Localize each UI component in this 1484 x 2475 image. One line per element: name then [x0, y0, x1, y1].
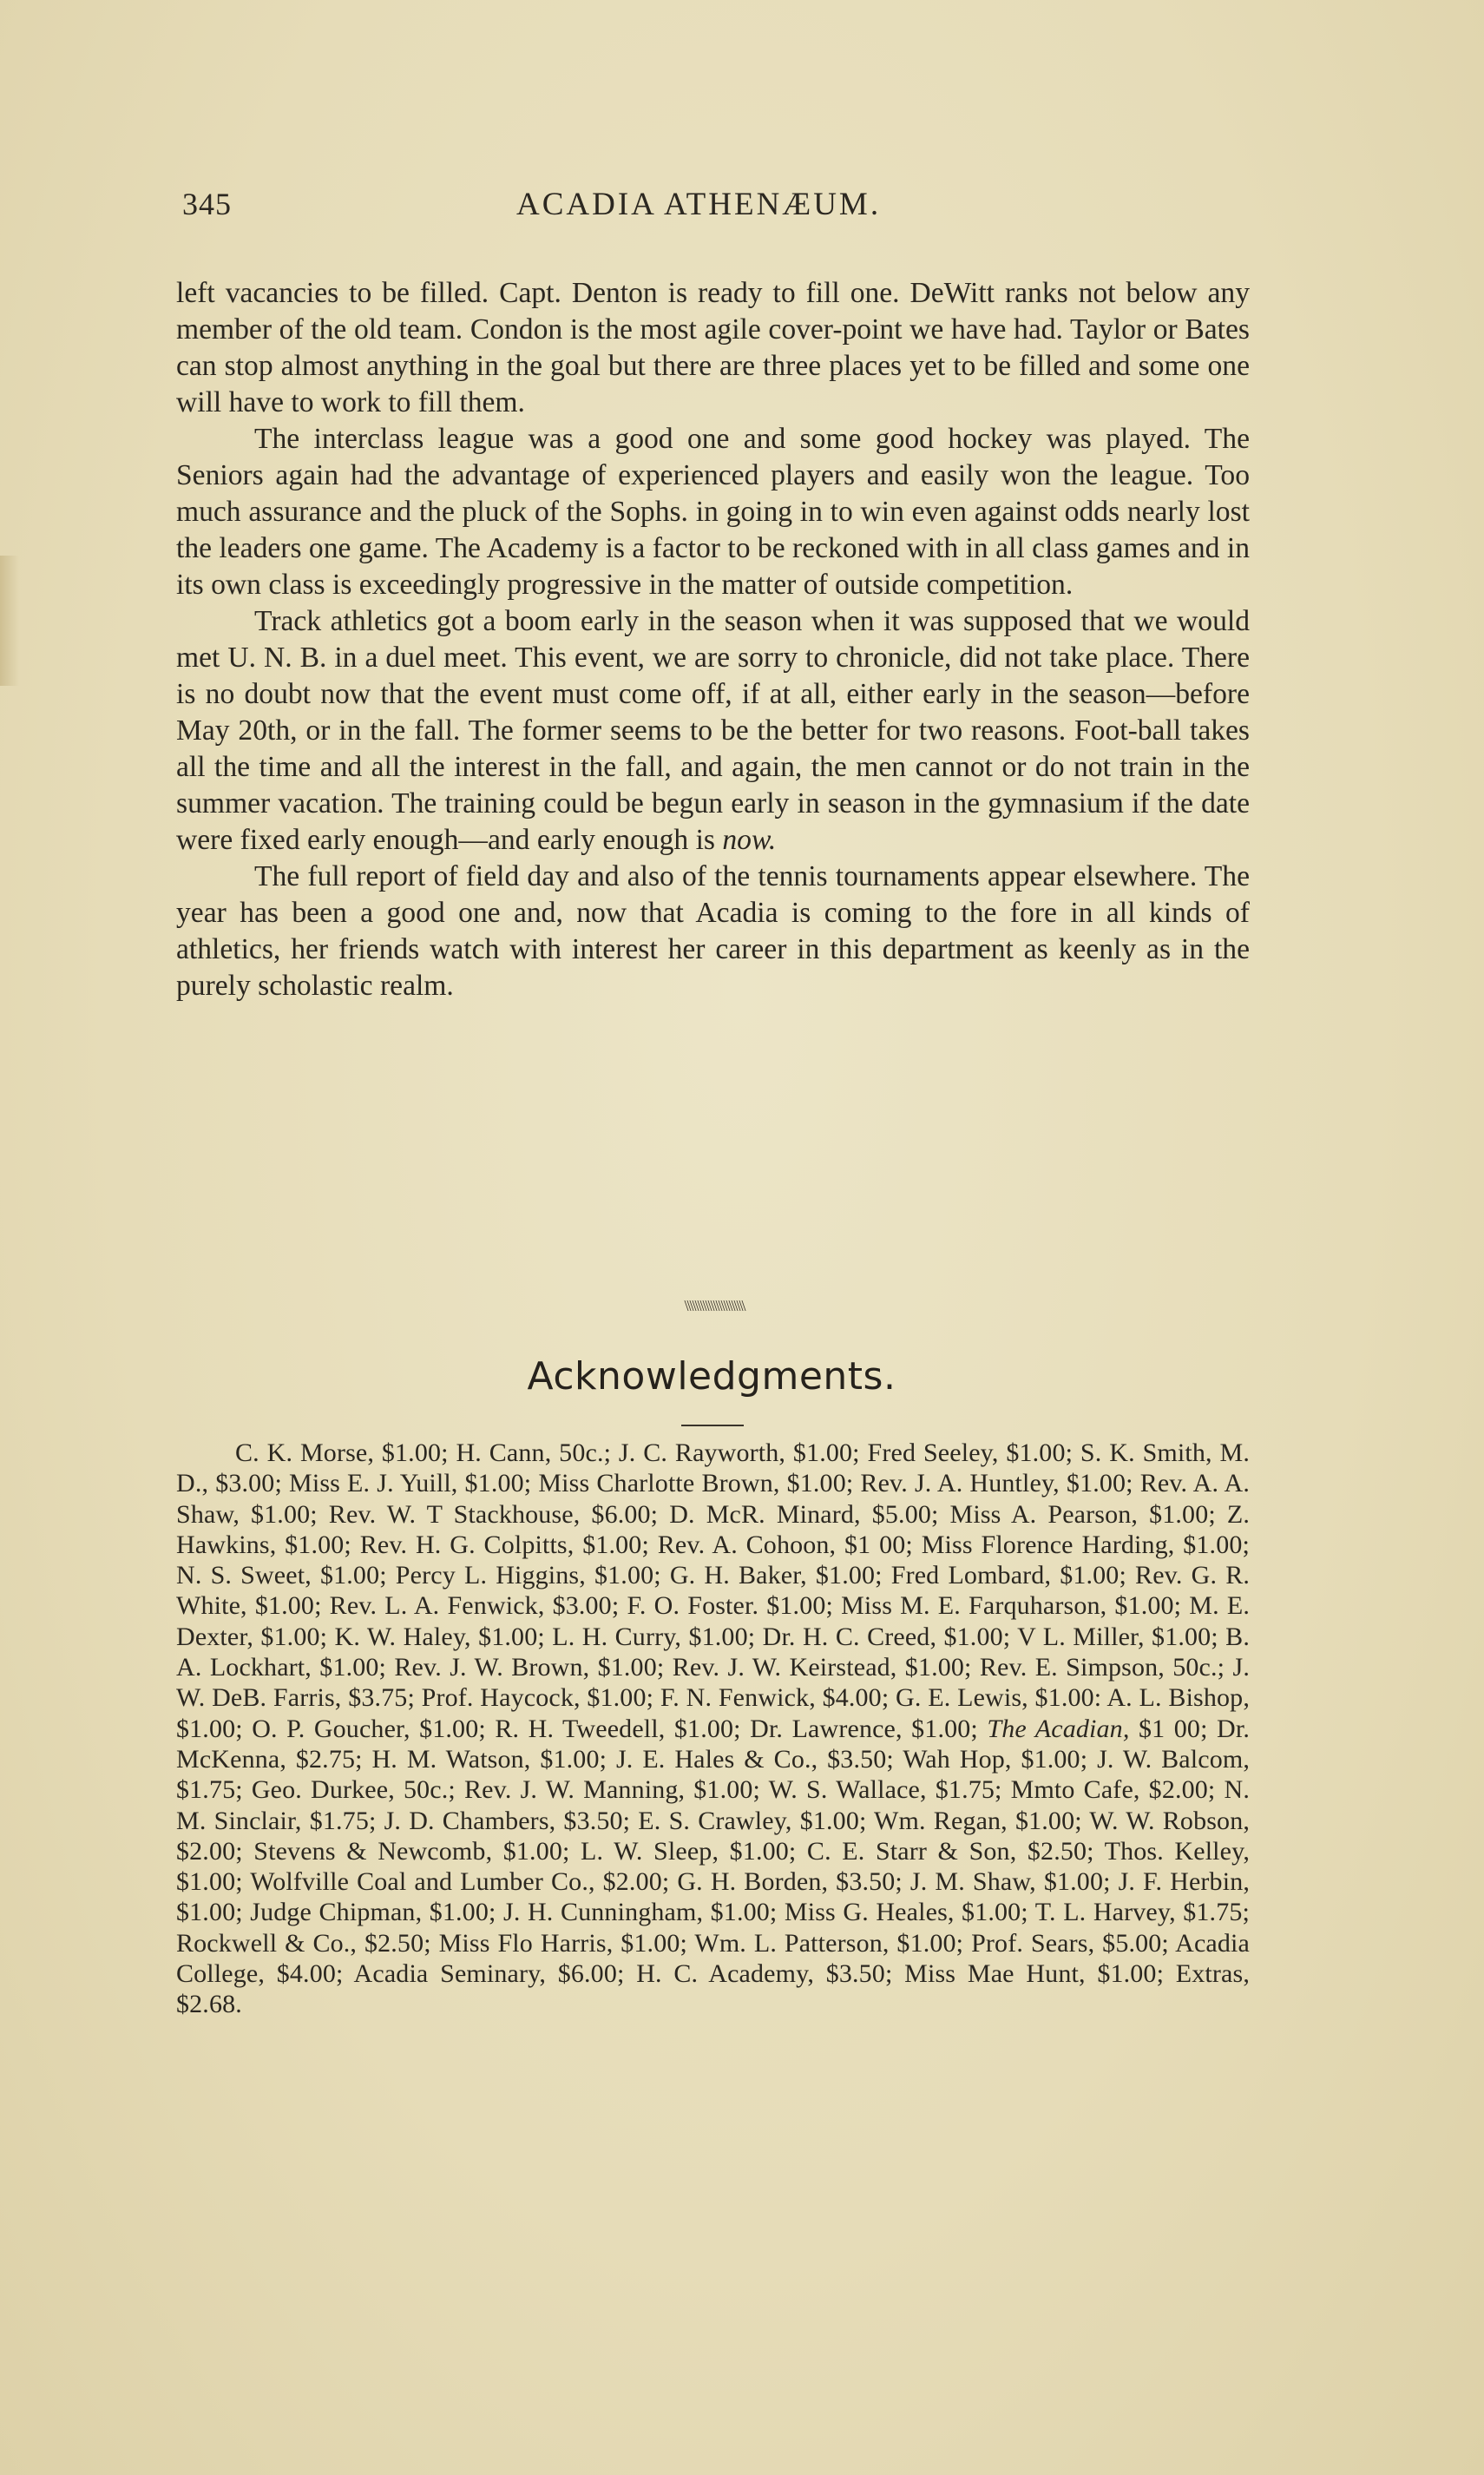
running-head: ACADIA ATHENÆUM. [516, 187, 882, 222]
title-underline-rule [681, 1425, 744, 1426]
paragraph-interclass-league: The interclass league was a good one and some good hockey was played. The Seniors again had the advantage of experienced players and easily won the league. Too much assurance and the pluck of the Sophs. in going in to win even against odds nearly lost the leaders one game. The Academy is a factor to be reckoned with in all class games and in its own class is exceedingly progressive in the matter of outside competition. [176, 423, 1250, 601]
acknowledgments-italic-acadian: The Acadian, [987, 1714, 1130, 1743]
section-divider-ornament: \\\\\\\\\\\\\\\\\\\\\\\ [684, 1297, 745, 1311]
article-body [176, 275, 1250, 1004]
page-number: 345 [182, 187, 232, 221]
page-header [182, 181, 1250, 233]
emphasis-now: now. [722, 824, 777, 856]
acknowledgments-list [176, 1438, 1250, 2020]
paragraph-continuation: left vacancies to be filled. Capt. Denton is ready to fill one. DeWitt ranks not below any member of the old team. Condon is the most agile cover-point we have had. Taylor or Bates can stop almost anything in the goal but there are three places yet to be filled and some one will have to work to fill them. [176, 277, 1250, 418]
paper-stain [0, 556, 19, 686]
paragraph-field-day: The full report of field day and also of the tennis tournaments appear elsewhere. The year has been a good one and, now that Acadia is coming to the fore in all kinds of athletics, her friends watch with interest her career in this department as keenly as in the purely scholastic realm. [176, 860, 1250, 1002]
acknowledgments-text-part2: $1 00; Dr. McKenna, $2.75; H. M. Watson, $1.00; J. E. Hales & Co., $3.50; Wah Hop, $1.00; J. W. Balcom, $1.75; Geo. Durkee, 50c.; Rev. J. W. Manning, $1.00; W. S. Wallace, $1.75; Mmto Cafe, $2.00; N. M. Sinclair, $1.75; J. D. Chambers, $3.50; E. S. Crawley, $1.00; Wm. Regan, $1.00; W. W. Robson, $2.00; Stevens & Newcomb, $1.00; L. W. Sleep, $1.00; C. E. Starr & Son, $2.50; Thos. Kelley, $1.00; Wolfville Coal and Lumber Co., $2.00; G. H. Borden, $3.50; J. M. Shaw, $1.00; J. F. Herbin, $1.00; Judge Chipman, $1.00; J. H. Cunningham, $1.00; Miss G. Heales, $1.00; T. L. Harvey, $1.75; Rockwell & Co., $2.50; Miss Flo Harris, $1.00; Wm. L. Patterson, $1.00; Prof. Sears, $5.00; Acadia College, $4.00; Acadia Seminary, $6.00; H. C. Academy, $3.50; Miss Mae Hunt, $1.00; Extras, $2.68. [176, 1714, 1251, 2019]
paragraph-track-athletics [176, 603, 1250, 859]
paragraph-track-text: Track athletics got a boom early in the season when it was supposed that we would met U. N. B. in a duel meet. This event, we are sorry to chronicle, did not take place. There is no doubt now that the event must come off, if at all, either early in the season—before May 20th, or in the fall. The former seems to be the better for two reasons. Foot-ball takes all the time and all the interest in the fall, and again, the men cannot or do not train in the summer vacation. The training could be begun early in season in the gymnasium if the date were fixed early enough—and early enough is [176, 605, 1250, 856]
acknowledgments-text-part1: C. K. Morse, $1.00; H. Cann, 50c.; J. C. Rayworth, $1.00; Fred Seeley, $1.00; S. K. Smith, M. D., $3.00; Miss E. J. Yuill, $1.00; Miss Charlotte Brown, $1.00; Rev. J. A. Huntley, $1.00; Rev. A. A. Shaw, $1.00; Rev. W. T Stackhouse, $6.00; D. McR. Minard, $5.00; Miss A. Pearson, $1.00; Z. Hawkins, $1.00; Rev. H. G. Colpitts, $1.00; Rev. A. Cohoon, $1 00; Miss Florence Harding, $1.00; N. S. Sweet, $1.00; Percy L. Higgins, $1.00; G. H. Baker, $1.00; Fred Lombard, $1.00; Rev. G. R. White, $1.00; Rev. L. A. Fenwick, $3.00; F. O. Foster. $1.00; Miss M. E. Farquharson, $1.00; M. E. Dexter, $1.00; K. W. Haley, $1.00; L. H. Curry, $1.00; Dr. H. C. Creed, $1.00; V L. Miller, $1.00; B. A. Lockhart, $1.00; Rev. J. W. Brown, $1.00; Rev. J. W. Keirstead, $1.00; Rev. E. Simpson, 50c.; J. W. DeB. Farris, $3.75; Prof. Haycock, $1.00; F. N. Fenwick, $4.00; G. E. Lewis, $1.00: A. L. Bishop, $1.00; O. P. Goucher, $1.00; R. H. Tweedell, $1.00; Dr. Lawrence, $1.00; [176, 1438, 1250, 1743]
acknowledgments-paragraph [176, 1438, 1250, 2020]
acknowledgments-title: Acknowledgments. [527, 1354, 896, 1399]
